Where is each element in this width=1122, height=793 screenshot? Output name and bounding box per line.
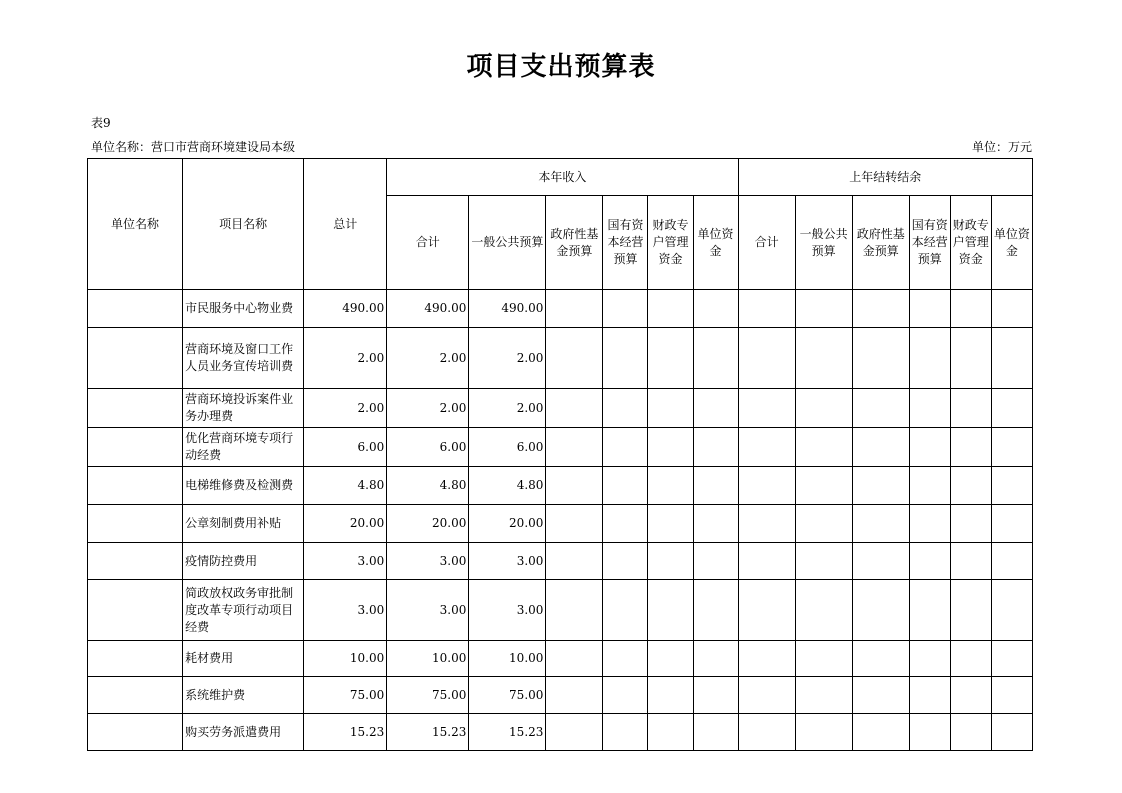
empty-cell	[991, 714, 1032, 751]
table-row	[88, 677, 1033, 714]
total-cell: 75.00	[304, 677, 387, 714]
total-cell: 6.00	[304, 428, 387, 467]
empty-cell	[693, 389, 738, 428]
empty-cell	[648, 389, 693, 428]
unit-name-cell	[88, 389, 183, 428]
empty-cell	[852, 580, 909, 641]
unit-name-cell	[88, 580, 183, 641]
cy-sum-cell: 75.00	[387, 677, 469, 714]
empty-cell	[603, 428, 648, 467]
unit-name-cell	[88, 641, 183, 677]
empty-cell	[795, 428, 852, 467]
empty-cell	[603, 677, 648, 714]
project-name-cell: 市民服务中心物业费	[183, 290, 304, 328]
empty-cell	[546, 714, 603, 751]
empty-cell	[852, 641, 909, 677]
empty-cell	[950, 505, 991, 543]
empty-cell	[795, 467, 852, 505]
empty-cell	[693, 428, 738, 467]
unit-name-cell	[88, 677, 183, 714]
currency-unit-label: 单位：万元	[971, 140, 1032, 154]
project-name-cell: 公章刻制费用补贴	[183, 505, 304, 543]
empty-cell	[546, 580, 603, 641]
cy-general-cell: 4.80	[469, 467, 546, 505]
empty-cell	[991, 328, 1032, 389]
header-py-state-capital-budget: 国有资本经营预算	[909, 196, 950, 290]
project-expenditure-table	[87, 158, 1033, 751]
empty-cell	[648, 580, 693, 641]
empty-cell	[603, 505, 648, 543]
cy-sum-cell: 10.00	[387, 641, 469, 677]
empty-cell	[909, 714, 950, 751]
empty-cell	[991, 389, 1032, 428]
empty-cell	[693, 580, 738, 641]
project-name-cell: 营商环境及窗口工作人员业务宣传培训费	[183, 328, 304, 389]
empty-cell	[852, 543, 909, 580]
empty-cell	[693, 714, 738, 751]
total-cell: 4.80	[304, 467, 387, 505]
empty-cell	[991, 580, 1032, 641]
empty-cell	[603, 714, 648, 751]
empty-cell	[648, 505, 693, 543]
empty-cell	[603, 580, 648, 641]
table-row	[88, 641, 1033, 677]
empty-cell	[795, 290, 852, 328]
empty-cell	[693, 641, 738, 677]
empty-cell	[852, 290, 909, 328]
empty-cell	[603, 328, 648, 389]
cy-sum-cell: 3.00	[387, 580, 469, 641]
cy-sum-cell: 6.00	[387, 428, 469, 467]
empty-cell	[909, 543, 950, 580]
empty-cell	[738, 389, 795, 428]
table-row	[88, 428, 1033, 467]
empty-cell	[693, 290, 738, 328]
empty-cell	[648, 714, 693, 751]
unit-name-cell	[88, 505, 183, 543]
header-prior-year-carryover: 上年结转结余	[738, 159, 1032, 196]
header-cy-gov-fund-budget: 政府性基金预算	[546, 196, 603, 290]
empty-cell	[546, 641, 603, 677]
empty-cell	[909, 428, 950, 467]
empty-cell	[991, 543, 1032, 580]
cy-general-cell: 75.00	[469, 677, 546, 714]
total-cell: 490.00	[304, 290, 387, 328]
empty-cell	[738, 428, 795, 467]
empty-cell	[991, 428, 1032, 467]
empty-cell	[909, 580, 950, 641]
empty-cell	[795, 328, 852, 389]
empty-cell	[950, 714, 991, 751]
empty-cell	[546, 328, 603, 389]
table-row	[88, 389, 1033, 428]
empty-cell	[991, 505, 1032, 543]
empty-cell	[909, 290, 950, 328]
header-current-year-income: 本年收入	[387, 159, 738, 196]
header-py-general-budget: 一般公共预算	[795, 196, 852, 290]
empty-cell	[546, 389, 603, 428]
unit-name-label: 单位名称：营口市营商环境建设局本级	[91, 140, 296, 154]
cy-general-cell: 6.00	[469, 428, 546, 467]
header-project-name: 项目名称	[183, 159, 304, 290]
empty-cell	[852, 467, 909, 505]
empty-cell	[795, 641, 852, 677]
empty-cell	[546, 677, 603, 714]
total-cell: 3.00	[304, 543, 387, 580]
cy-sum-cell: 3.00	[387, 543, 469, 580]
empty-cell	[795, 389, 852, 428]
empty-cell	[693, 505, 738, 543]
empty-cell	[950, 328, 991, 389]
empty-cell	[852, 677, 909, 714]
empty-cell	[950, 543, 991, 580]
cy-general-cell: 2.00	[469, 328, 546, 389]
empty-cell	[909, 641, 950, 677]
table-row	[88, 290, 1033, 328]
empty-cell	[909, 505, 950, 543]
header-total: 总计	[304, 159, 387, 290]
total-cell: 10.00	[304, 641, 387, 677]
total-cell: 2.00	[304, 389, 387, 428]
empty-cell	[950, 641, 991, 677]
cy-general-cell: 10.00	[469, 641, 546, 677]
empty-cell	[795, 505, 852, 543]
empty-cell	[648, 543, 693, 580]
total-cell: 3.00	[304, 580, 387, 641]
empty-cell	[648, 677, 693, 714]
unit-name-cell	[88, 714, 183, 751]
empty-cell	[950, 677, 991, 714]
header-unit-name: 单位名称	[88, 159, 183, 290]
table-row	[88, 580, 1033, 641]
header-cy-unit-fund: 单位资金	[693, 196, 738, 290]
cy-general-cell: 3.00	[469, 543, 546, 580]
project-name-cell: 疫情防控费用	[183, 543, 304, 580]
table-row	[88, 543, 1033, 580]
empty-cell	[852, 389, 909, 428]
empty-cell	[795, 543, 852, 580]
project-name-cell: 营商环境投诉案件业务办理费	[183, 389, 304, 428]
empty-cell	[738, 641, 795, 677]
header-cy-fiscal-special-account: 财政专户管理资金	[648, 196, 693, 290]
table-row	[88, 505, 1033, 543]
project-name-cell: 简政放权政务审批制度改革专项行动项目经费	[183, 580, 304, 641]
empty-cell	[546, 505, 603, 543]
empty-cell	[603, 641, 648, 677]
header-py-gov-fund-budget: 政府性基金预算	[852, 196, 909, 290]
empty-cell	[991, 290, 1032, 328]
header-py-sum: 合计	[738, 196, 795, 290]
empty-cell	[991, 677, 1032, 714]
cy-general-cell: 3.00	[469, 580, 546, 641]
header-cy-sum: 合计	[387, 196, 469, 290]
table-row	[88, 714, 1033, 751]
empty-cell	[738, 328, 795, 389]
header-py-unit-fund: 单位资金	[991, 196, 1032, 290]
empty-cell	[546, 543, 603, 580]
empty-cell	[852, 714, 909, 751]
empty-cell	[738, 714, 795, 751]
empty-cell	[950, 580, 991, 641]
project-name-cell: 购买劳务派遣费用	[183, 714, 304, 751]
empty-cell	[909, 677, 950, 714]
project-name-cell: 耗材费用	[183, 641, 304, 677]
empty-cell	[693, 467, 738, 505]
empty-cell	[950, 428, 991, 467]
total-cell: 2.00	[304, 328, 387, 389]
empty-cell	[603, 467, 648, 505]
total-cell: 15.23	[304, 714, 387, 751]
empty-cell	[738, 543, 795, 580]
empty-cell	[648, 428, 693, 467]
cy-general-cell: 490.00	[469, 290, 546, 328]
project-name-cell: 系统维护费	[183, 677, 304, 714]
empty-cell	[950, 467, 991, 505]
empty-cell	[546, 428, 603, 467]
empty-cell	[693, 543, 738, 580]
empty-cell	[852, 428, 909, 467]
cy-sum-cell: 20.00	[387, 505, 469, 543]
empty-cell	[546, 290, 603, 328]
empty-cell	[909, 328, 950, 389]
cy-sum-cell: 2.00	[387, 328, 469, 389]
project-name-cell: 电梯维修费及检测费	[183, 467, 304, 505]
empty-cell	[795, 677, 852, 714]
empty-cell	[693, 328, 738, 389]
empty-cell	[738, 505, 795, 543]
header-py-fiscal-special-account: 财政专户管理资金	[950, 196, 991, 290]
table-row	[88, 328, 1033, 389]
empty-cell	[648, 641, 693, 677]
empty-cell	[852, 328, 909, 389]
empty-cell	[603, 290, 648, 328]
empty-cell	[852, 505, 909, 543]
header-cy-state-capital-budget: 国有资本经营预算	[603, 196, 648, 290]
table-row	[88, 467, 1033, 505]
empty-cell	[648, 328, 693, 389]
empty-cell	[603, 543, 648, 580]
total-cell: 20.00	[304, 505, 387, 543]
page-title: 项目支出预算表	[466, 52, 656, 82]
empty-cell	[950, 389, 991, 428]
empty-cell	[991, 641, 1032, 677]
cy-general-cell: 2.00	[469, 389, 546, 428]
empty-cell	[546, 467, 603, 505]
empty-cell	[991, 467, 1032, 505]
cy-sum-cell: 4.80	[387, 467, 469, 505]
empty-cell	[795, 580, 852, 641]
project-name-cell: 优化营商环境专项行动经费	[183, 428, 304, 467]
cy-general-cell: 20.00	[469, 505, 546, 543]
unit-name-cell	[88, 328, 183, 389]
empty-cell	[738, 467, 795, 505]
unit-name-cell	[88, 290, 183, 328]
cy-sum-cell: 490.00	[387, 290, 469, 328]
table-number: 表9	[91, 116, 111, 130]
empty-cell	[738, 677, 795, 714]
cy-general-cell: 15.23	[469, 714, 546, 751]
header-cy-general-budget: 一般公共预算	[469, 196, 546, 290]
empty-cell	[909, 389, 950, 428]
empty-cell	[648, 290, 693, 328]
cy-sum-cell: 2.00	[387, 389, 469, 428]
empty-cell	[738, 580, 795, 641]
empty-cell	[603, 389, 648, 428]
cy-sum-cell: 15.23	[387, 714, 469, 751]
empty-cell	[648, 467, 693, 505]
empty-cell	[738, 290, 795, 328]
unit-name-cell	[88, 543, 183, 580]
empty-cell	[795, 714, 852, 751]
unit-name-cell	[88, 428, 183, 467]
empty-cell	[693, 677, 738, 714]
unit-name-cell	[88, 467, 183, 505]
empty-cell	[909, 467, 950, 505]
empty-cell	[950, 290, 991, 328]
